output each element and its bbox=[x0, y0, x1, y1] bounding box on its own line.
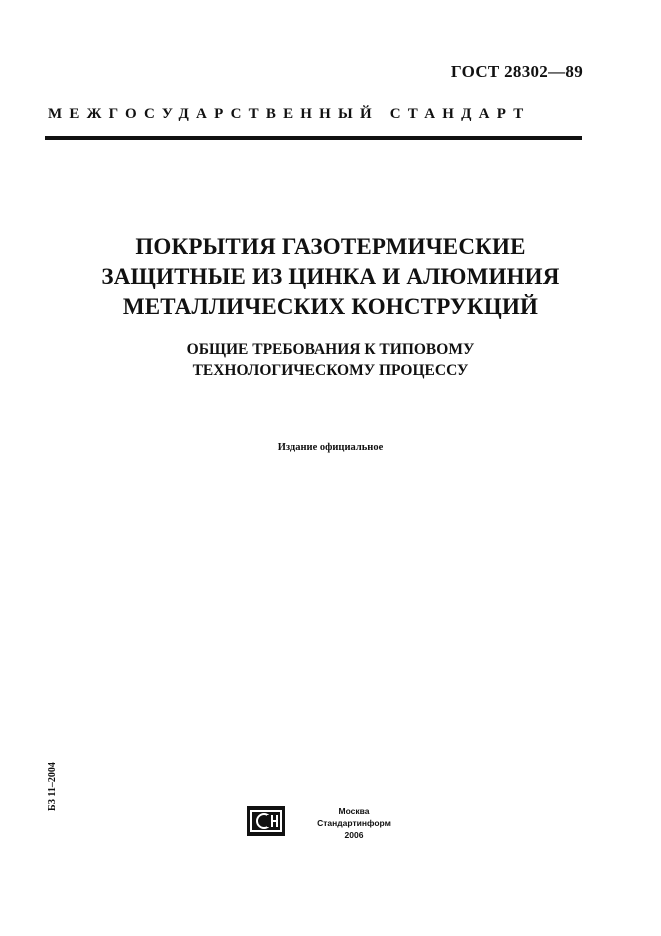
gost-number: ГОСТ 28302—89 bbox=[450, 62, 583, 81]
document-title bbox=[40, 232, 621, 322]
edition-label: Издание официальное bbox=[277, 442, 384, 453]
publisher-year: 2006 bbox=[344, 830, 364, 840]
standard-type: МЕЖГОСУДАРСТВЕННЫЙ СТАНДАРТ bbox=[48, 106, 531, 122]
publisher-name: Стандартинформ bbox=[317, 818, 391, 828]
title-line: ПОКРЫТИЯ ГАЗОТЕРМИЧЕСКИЕ bbox=[135, 234, 526, 259]
standartinform-logo-icon bbox=[247, 806, 285, 836]
header-rule bbox=[45, 136, 582, 140]
publisher-city: Москва bbox=[338, 806, 370, 816]
publisher-info bbox=[306, 805, 402, 841]
subtitle-line: ТЕХНОЛОГИЧЕСКОМУ ПРОЦЕССУ bbox=[192, 362, 469, 379]
title-line: ЗАЩИТНЫЕ ИЗ ЦИНКА И АЛЮМИНИЯ bbox=[101, 264, 560, 289]
side-code: БЗ 11–2004 bbox=[47, 762, 58, 811]
subtitle-line: ОБЩИЕ ТРЕБОВАНИЯ К ТИПОВОМУ bbox=[186, 341, 475, 358]
document-subtitle bbox=[40, 339, 621, 381]
title-line: МЕТАЛЛИЧЕСКИХ КОНСТРУКЦИЙ bbox=[122, 294, 539, 319]
